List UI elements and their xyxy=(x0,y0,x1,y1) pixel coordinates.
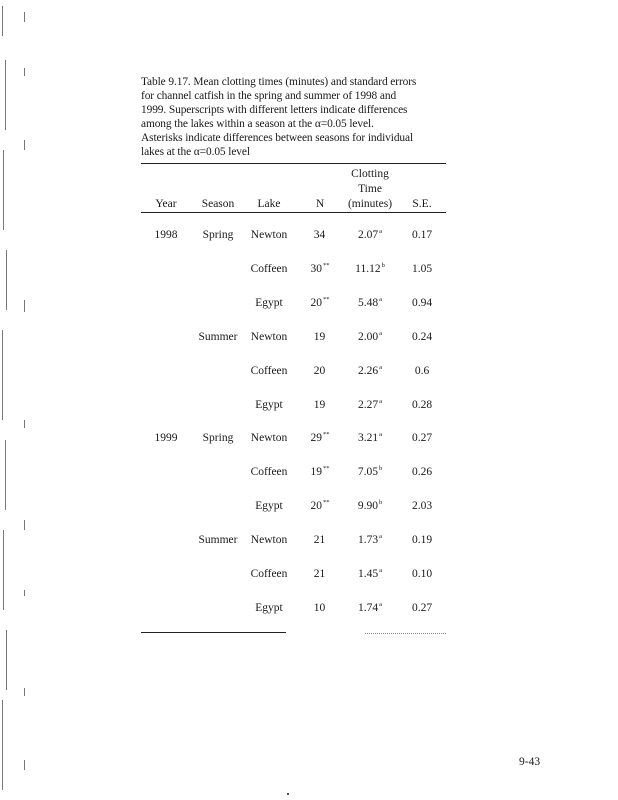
cell-clotting-time-value: 3.21 xyxy=(357,432,379,444)
header-n: N xyxy=(315,198,325,210)
cell-se-value: 0.94 xyxy=(411,297,433,309)
cell-n xyxy=(302,533,338,547)
cell-lake xyxy=(244,398,294,412)
cell-se-value: 2.03 xyxy=(411,500,433,512)
cell-clotting-time-superscript: a xyxy=(379,431,382,438)
cell-clotting-time-superscript: a xyxy=(379,398,382,405)
cell-clotting-time xyxy=(344,567,396,581)
cell-se-value: 0.17 xyxy=(411,229,433,241)
cell-lake xyxy=(244,262,294,276)
cell-lake-value: Egypt xyxy=(255,399,283,411)
header-clotting-line1: Clotting xyxy=(351,168,389,180)
caption-line: Asterisks indicate differences between seasons for individual xyxy=(141,132,414,145)
cell-se xyxy=(404,431,440,445)
cell-n xyxy=(302,228,338,242)
cell-se-value: 0.19 xyxy=(411,534,433,546)
header-lake: Lake xyxy=(257,198,281,210)
cell-year xyxy=(141,431,191,445)
cell-n xyxy=(302,465,338,479)
cell-lake xyxy=(244,364,294,378)
cell-n-superscript: ** xyxy=(323,431,330,438)
cell-se-value: 0.10 xyxy=(411,568,433,580)
cell-lake-value: Coffeen xyxy=(250,365,288,377)
cell-clotting-time-superscript: a xyxy=(379,533,382,540)
header-year: Year xyxy=(155,198,177,210)
cell-lake-value: Egypt xyxy=(255,297,283,309)
cell-clotting-time xyxy=(344,228,396,242)
cell-clotting-time-value: 1.45 xyxy=(357,568,379,580)
cell-se xyxy=(404,465,440,479)
cell-season-value: Summer xyxy=(198,331,238,343)
cell-lake-value: Coffeen xyxy=(250,263,288,275)
cell-clotting-time xyxy=(344,465,396,479)
table-top-rule xyxy=(141,163,446,164)
cell-season-value: Summer xyxy=(198,534,238,546)
cell-clotting-time-superscript: b xyxy=(378,465,383,472)
table-bottom-rule xyxy=(141,632,286,633)
cell-year xyxy=(141,228,191,242)
cell-season xyxy=(193,228,243,242)
cell-clotting-time-value: 2.27 xyxy=(357,399,379,411)
cell-se xyxy=(404,601,440,615)
cell-n-value: 20 xyxy=(310,500,322,512)
cell-se xyxy=(404,567,440,581)
cell-clotting-time-value: 1.73 xyxy=(357,534,379,546)
cell-lake-value: Newton xyxy=(250,331,288,343)
cell-clotting-time-value: 5.48 xyxy=(357,297,379,309)
cell-clotting-time-superscript: a xyxy=(379,296,382,303)
cell-lake xyxy=(244,296,294,310)
table-bottom-rule-faded xyxy=(365,633,446,634)
cell-lake-value: Coffeen xyxy=(250,568,288,580)
table-caption xyxy=(141,75,446,160)
cell-n-value: 34 xyxy=(313,229,326,241)
cell-clotting-time-value: 11.12 xyxy=(355,263,381,275)
page-number: 9-43 xyxy=(519,756,541,768)
caption-line: for channel catfish in the spring and summer of 1998 and xyxy=(141,90,397,103)
cell-se xyxy=(404,228,440,242)
cell-clotting-time-value: 2.00 xyxy=(357,331,379,343)
cell-lake-value: Egypt xyxy=(255,602,283,614)
cell-lake-value: Newton xyxy=(250,432,288,444)
cell-season xyxy=(193,533,243,547)
cell-clotting-time-value: 9.90 xyxy=(357,500,378,512)
cell-clotting-time-value: 7.05 xyxy=(357,466,378,478)
cell-n xyxy=(302,567,338,581)
cell-se-value: 0.27 xyxy=(411,602,433,614)
cell-clotting-time-superscript: b xyxy=(378,499,383,506)
cell-lake xyxy=(244,330,294,344)
cell-clotting-time-superscript: a xyxy=(379,601,382,608)
cell-clotting-time xyxy=(344,499,396,513)
header-clotting-line2: Time xyxy=(358,183,382,195)
cell-clotting-time xyxy=(344,431,396,445)
cell-n xyxy=(302,296,338,310)
cell-se xyxy=(404,533,440,547)
cell-n-value: 19 xyxy=(313,399,326,411)
cell-clotting-time-value: 1.74 xyxy=(357,602,379,614)
cell-clotting-time-superscript: b xyxy=(381,262,385,269)
caption-line: Table 9.17. Mean clotting times (minutes) and standard errors xyxy=(141,76,417,88)
cell-n-value: 19 xyxy=(310,466,322,478)
caption-line: 1999. Superscripts with different letters indicate differences xyxy=(141,104,408,117)
cell-clotting-time xyxy=(344,364,396,378)
cell-clotting-time xyxy=(344,330,396,344)
scan-edge-artifacts xyxy=(0,0,34,800)
cell-n-value: 21 xyxy=(313,568,326,580)
cell-se-value: 1.05 xyxy=(411,263,433,275)
cell-se-value: 0.26 xyxy=(411,466,433,478)
cell-season xyxy=(193,431,243,445)
cell-n xyxy=(302,330,338,344)
cell-clotting-time xyxy=(344,398,396,412)
cell-lake xyxy=(244,228,294,242)
cell-clotting-time xyxy=(344,262,396,276)
cell-n-value: 19 xyxy=(313,331,326,343)
cell-se xyxy=(404,398,440,412)
cell-lake xyxy=(244,533,294,547)
cell-lake-value: Newton xyxy=(250,229,288,241)
cell-se-value: 0.24 xyxy=(411,331,433,343)
cell-n-superscript: ** xyxy=(323,499,330,506)
cell-n-value: 20 xyxy=(313,365,326,377)
header-clotting-line3: (minutes) xyxy=(347,198,393,210)
cell-n-value: 20 xyxy=(310,297,322,309)
cell-se xyxy=(404,330,440,344)
cell-clotting-time-superscript: a xyxy=(379,330,382,337)
cell-n xyxy=(302,499,338,513)
cell-se xyxy=(404,296,440,310)
cell-season-value: Spring xyxy=(202,229,234,241)
cell-clotting-time-value: 2.07 xyxy=(357,229,379,241)
cell-n xyxy=(302,431,338,445)
cell-clotting-time-superscript: a xyxy=(379,228,382,235)
cell-lake xyxy=(244,601,294,615)
caption-line: among the lakes within a season at the α=0.05 level. xyxy=(141,118,374,131)
cell-n-superscript: ** xyxy=(323,262,330,269)
cell-n xyxy=(302,398,338,412)
cell-clotting-time xyxy=(344,296,396,310)
header-se: S.E. xyxy=(412,198,432,210)
cell-se-value: 0.6 xyxy=(414,365,430,377)
cell-lake xyxy=(244,499,294,513)
cell-n xyxy=(302,262,338,276)
cell-n-value: 21 xyxy=(313,534,326,546)
cell-clotting-time-superscript: a xyxy=(379,567,382,574)
cell-n-superscript: ** xyxy=(323,465,330,472)
cell-se xyxy=(404,262,440,276)
table-header-rule xyxy=(141,212,446,213)
cell-lake-value: Coffeen xyxy=(250,466,288,478)
cell-se-value: 0.28 xyxy=(411,399,433,411)
cell-n-value: 29 xyxy=(310,432,322,444)
cell-year-value: 1999 xyxy=(154,432,178,444)
cell-season xyxy=(193,330,243,344)
cell-se xyxy=(404,364,440,378)
cell-clotting-time-superscript: a xyxy=(379,364,382,371)
cell-se-value: 0.27 xyxy=(411,432,433,444)
cell-lake xyxy=(244,465,294,479)
cell-n-value: 10 xyxy=(313,602,326,614)
cell-lake-value: Newton xyxy=(250,534,288,546)
header-season: Season xyxy=(201,198,235,210)
cell-n-value: 30 xyxy=(310,263,322,275)
cell-n xyxy=(302,601,338,615)
caption-line: lakes at the α=0.05 level xyxy=(141,146,250,159)
scan-speck xyxy=(287,793,289,795)
cell-lake xyxy=(244,431,294,445)
cell-year-value: 1998 xyxy=(154,229,178,241)
cell-se xyxy=(404,499,440,513)
cell-clotting-time xyxy=(344,601,396,615)
cell-lake-value: Egypt xyxy=(255,500,283,512)
cell-season-value: Spring xyxy=(202,432,234,444)
cell-clotting-time xyxy=(344,533,396,547)
cell-n xyxy=(302,364,338,378)
cell-clotting-time-value: 2.26 xyxy=(357,365,379,377)
cell-n-superscript: ** xyxy=(323,296,330,303)
cell-lake xyxy=(244,567,294,581)
